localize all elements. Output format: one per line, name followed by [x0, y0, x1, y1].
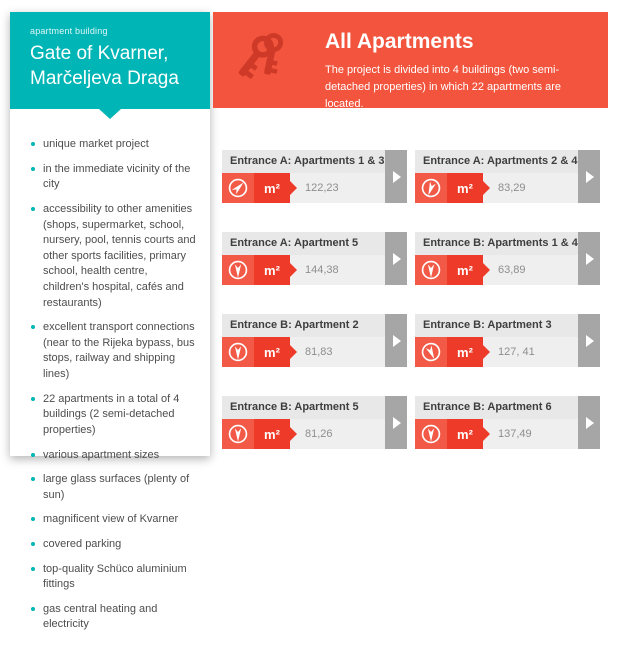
- chevron-right-icon: [586, 253, 594, 265]
- page-title: All Apartments: [325, 30, 474, 53]
- feature-text: gas central heating and electricity: [43, 602, 158, 631]
- feature-item: [30, 472, 196, 503]
- apartment-card[interactable]: [222, 314, 407, 367]
- apartment-card-body: [415, 337, 600, 367]
- apartment-title: Entrance A: Apartment 5: [222, 232, 407, 255]
- apartment-title: Entrance B: Apartment 5: [222, 396, 407, 419]
- chevron-right-icon: [586, 335, 594, 347]
- apartment-card-body: [222, 173, 407, 203]
- bullet-dot: [31, 607, 35, 611]
- apartment-title: Entrance B: Apartments 1 & 4: [415, 232, 600, 255]
- compass-tile: [415, 255, 447, 285]
- compass-icon: [227, 259, 249, 281]
- card-arrow-button[interactable]: [385, 314, 407, 367]
- apartment-title: Entrance B: Apartment 3: [415, 314, 600, 337]
- card-arrow-button[interactable]: [578, 150, 600, 203]
- chevron-right-icon: [393, 253, 401, 265]
- feature-text: large glass surfaces (plenty of sun): [43, 473, 190, 501]
- compass-needle: [235, 346, 241, 359]
- area-unit-badge: [447, 255, 483, 285]
- building-title: [30, 41, 194, 91]
- feature-item: [30, 512, 196, 528]
- feature-item: [30, 448, 196, 464]
- compass-icon: [417, 174, 445, 202]
- feature-item: [30, 137, 196, 153]
- feature-item: [30, 202, 196, 311]
- feature-text: unique market project: [43, 138, 149, 151]
- apartment-card[interactable]: [415, 232, 600, 285]
- area-value: 122,23: [305, 182, 339, 194]
- bullet-dot: [31, 167, 35, 171]
- compass-tile: [222, 419, 254, 449]
- area-unit: m²: [264, 344, 280, 360]
- main-content: [213, 12, 608, 449]
- feature-item: [30, 562, 196, 593]
- compass-tile: [415, 419, 447, 449]
- compass-icon: [420, 259, 442, 281]
- apartment-grid: [222, 150, 608, 449]
- apartment-title: Entrance B: Apartment 6: [415, 396, 600, 419]
- area-unit-badge: [447, 419, 483, 449]
- feature-item: [30, 392, 196, 439]
- feature-text: 22 apartments in a total of 4 buildings (2 semi-detached properties): [43, 392, 180, 436]
- building-title-line2: Marčeljeva Draga: [30, 68, 179, 90]
- feature-list: [30, 137, 196, 633]
- area-unit: m²: [457, 180, 473, 196]
- bullet-dot: [31, 397, 35, 401]
- apartment-title: Entrance A: Apartments 2 & 4: [415, 150, 600, 173]
- compass-icon: [227, 423, 249, 445]
- building-header: [10, 12, 210, 109]
- apartment-card-body: [222, 419, 407, 449]
- building-title-line1: Gate of Kvarner,: [30, 43, 169, 64]
- bullet-dot: [31, 567, 35, 571]
- sidebar-body: [10, 109, 210, 652]
- area-unit: m²: [457, 344, 473, 360]
- area-value: 63,89: [498, 264, 526, 276]
- area-value: 137,49: [498, 428, 532, 440]
- chevron-right-icon: [586, 171, 594, 183]
- compass-tile: [222, 173, 254, 203]
- all-apartments-header-text: [325, 27, 592, 113]
- apartment-title: Entrance A: Apartments 1 & 3: [222, 150, 407, 173]
- area-value: 81,26: [305, 428, 333, 440]
- chevron-right-icon: [393, 417, 401, 429]
- compass-tile: [415, 173, 447, 203]
- area-unit: m²: [264, 262, 280, 278]
- area-value: 81,83: [305, 346, 333, 358]
- card-arrow-button[interactable]: [385, 232, 407, 285]
- area-unit: m²: [264, 180, 280, 196]
- feature-text: excellent transport connections (near to the Rijeka bypass, bus stops, railway and shipping lines): [43, 321, 195, 381]
- area-unit: m²: [264, 426, 280, 442]
- apartment-card[interactable]: [415, 314, 600, 367]
- card-arrow-button[interactable]: [578, 314, 600, 367]
- area-unit-badge: [447, 337, 483, 367]
- apartment-card-body: [222, 337, 407, 367]
- compass-needle: [428, 264, 434, 277]
- apartment-card[interactable]: [222, 396, 407, 449]
- keys-icon: [239, 31, 299, 93]
- card-arrow-button[interactable]: [385, 150, 407, 203]
- apartment-card-body: [415, 255, 600, 285]
- area-unit-badge: [254, 419, 290, 449]
- apartment-card[interactable]: [222, 150, 407, 203]
- apartment-card[interactable]: [222, 232, 407, 285]
- feature-text: accessibility to other amenities (shops, supermarket, school, nursery, pool, tennis courts and other sports facilities, primary school, health centre, children's hospital, cafés and restaurants): [43, 202, 196, 309]
- chevron-right-icon: [586, 417, 594, 429]
- chevron-right-icon: [393, 335, 401, 347]
- page-description: The project is divided into 4 buildings (two semi-detached properties) in which 22 apartments are located.: [325, 64, 562, 111]
- area-value: 127, 41: [498, 346, 535, 358]
- area-unit-badge: [447, 173, 483, 203]
- feature-item: [30, 537, 196, 553]
- all-apartments-header: [213, 12, 608, 111]
- bullet-dot: [31, 517, 35, 521]
- compass-needle: [235, 264, 241, 277]
- compass-tile: [415, 337, 447, 367]
- feature-item: [30, 162, 196, 193]
- apartment-card[interactable]: [415, 396, 600, 449]
- apartment-card-body: [415, 419, 600, 449]
- apartment-card-body: [415, 173, 600, 203]
- feature-text: top-quality Schüco aluminium fittings: [43, 562, 187, 591]
- area-value: 144,38: [305, 264, 339, 276]
- area-unit: m²: [457, 262, 473, 278]
- compass-needle: [425, 182, 435, 197]
- apartment-card[interactable]: [415, 150, 600, 203]
- building-eyebrow: apartment building: [30, 26, 108, 36]
- bullet-dot: [31, 542, 35, 546]
- feature-item: [30, 320, 196, 382]
- compass-needle: [428, 428, 434, 441]
- chevron-right-icon: [393, 171, 401, 183]
- callout-pointer: [99, 109, 121, 119]
- bullet-dot: [31, 477, 35, 481]
- compass-icon: [416, 337, 445, 366]
- card-arrow-button[interactable]: [385, 396, 407, 449]
- card-arrow-button[interactable]: [578, 396, 600, 449]
- compass-icon: [227, 341, 249, 363]
- area-value: 83,29: [498, 182, 526, 194]
- compass-icon: [222, 172, 253, 203]
- bullet-dot: [31, 142, 35, 146]
- feature-item: [30, 602, 196, 633]
- area-unit-badge: [254, 173, 290, 203]
- feature-text: various apartment sizes: [43, 448, 160, 461]
- area-unit-badge: [254, 255, 290, 285]
- bullet-dot: [31, 325, 35, 329]
- sidebar: [10, 12, 210, 631]
- area-unit: m²: [457, 426, 473, 442]
- feature-text: covered parking: [43, 537, 122, 550]
- area-unit-badge: [254, 337, 290, 367]
- card-arrow-button[interactable]: [578, 232, 600, 285]
- bullet-dot: [31, 207, 35, 211]
- feature-text: magnificent view of Kvarner: [43, 513, 179, 526]
- feature-text: in the immediate vicinity of the city: [43, 162, 191, 191]
- compass-needle: [235, 428, 241, 441]
- compass-needle: [426, 346, 437, 361]
- compass-icon: [420, 423, 442, 445]
- bullet-dot: [31, 453, 35, 457]
- apartment-card-body: [222, 255, 407, 285]
- apartment-title: Entrance B: Apartment 2: [222, 314, 407, 337]
- compass-tile: [222, 337, 254, 367]
- compass-tile: [222, 255, 254, 285]
